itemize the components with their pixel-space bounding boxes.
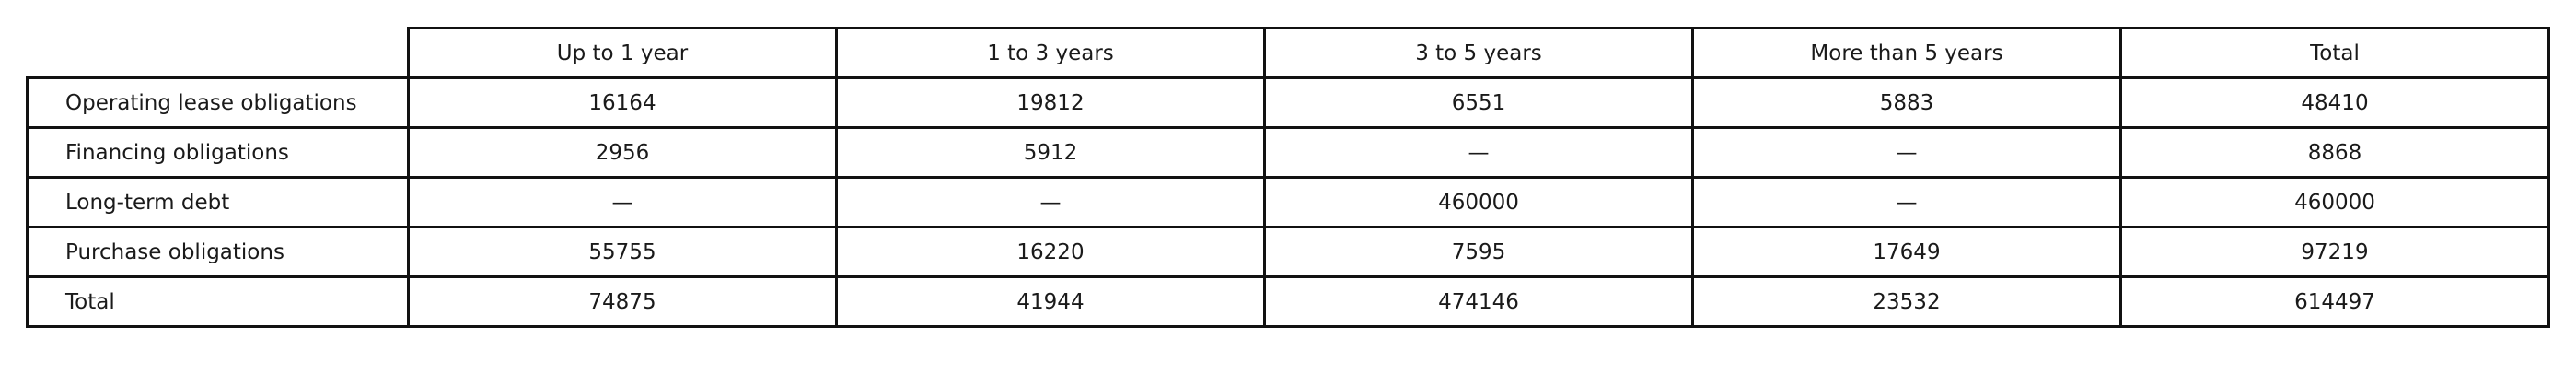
column-header-1-to-3-years: 1 to 3 years (837, 29, 1265, 78)
row-label: Purchase obligations (28, 228, 409, 277)
table-cell: 6551 (1265, 78, 1693, 128)
table-cell: 41944 (837, 277, 1265, 327)
table-cell: 97219 (2121, 228, 2549, 277)
table-cell: 7595 (1265, 228, 1693, 277)
column-header-3-to-5-years: 3 to 5 years (1265, 29, 1693, 78)
table-cell: 460000 (1265, 178, 1693, 228)
table-cell: 23532 (1693, 277, 2121, 327)
table-cell: 55755 (409, 228, 837, 277)
table-row (28, 128, 2549, 178)
table-cell: 614497 (2121, 277, 2549, 327)
table-cell: — (1693, 178, 2121, 228)
table-cell: 2956 (409, 128, 837, 178)
row-label: Long-term debt (28, 178, 409, 228)
corner-cell (28, 29, 409, 78)
row-label: Total (28, 277, 409, 327)
table-cell: — (1265, 128, 1693, 178)
table-row (28, 178, 2549, 228)
table-cell: — (837, 178, 1265, 228)
header-row (28, 29, 2549, 78)
column-header-more-than-5-years: More than 5 years (1693, 29, 2121, 78)
table-cell: 16220 (837, 228, 1265, 277)
table-row (28, 228, 2549, 277)
table-cell: 74875 (409, 277, 837, 327)
table-cell: 460000 (2121, 178, 2549, 228)
column-header-up-to-1-year: Up to 1 year (409, 29, 837, 78)
table-cell: 48410 (2121, 78, 2549, 128)
table-cell: — (409, 178, 837, 228)
table-cell: — (1693, 128, 2121, 178)
table-cell: 5883 (1693, 78, 2121, 128)
column-header-total: Total (2121, 29, 2549, 78)
table-row (28, 78, 2549, 128)
table-cell: 474146 (1265, 277, 1693, 327)
row-label: Financing obligations (28, 128, 409, 178)
row-label: Operating lease obligations (28, 78, 409, 128)
table-row-total (28, 277, 2549, 327)
table-cell: 19812 (837, 78, 1265, 128)
table-cell: 5912 (837, 128, 1265, 178)
table-cell: 17649 (1693, 228, 2121, 277)
table-cell: 8868 (2121, 128, 2549, 178)
contractual-obligations-table (26, 27, 2550, 328)
table-cell: 16164 (409, 78, 837, 128)
